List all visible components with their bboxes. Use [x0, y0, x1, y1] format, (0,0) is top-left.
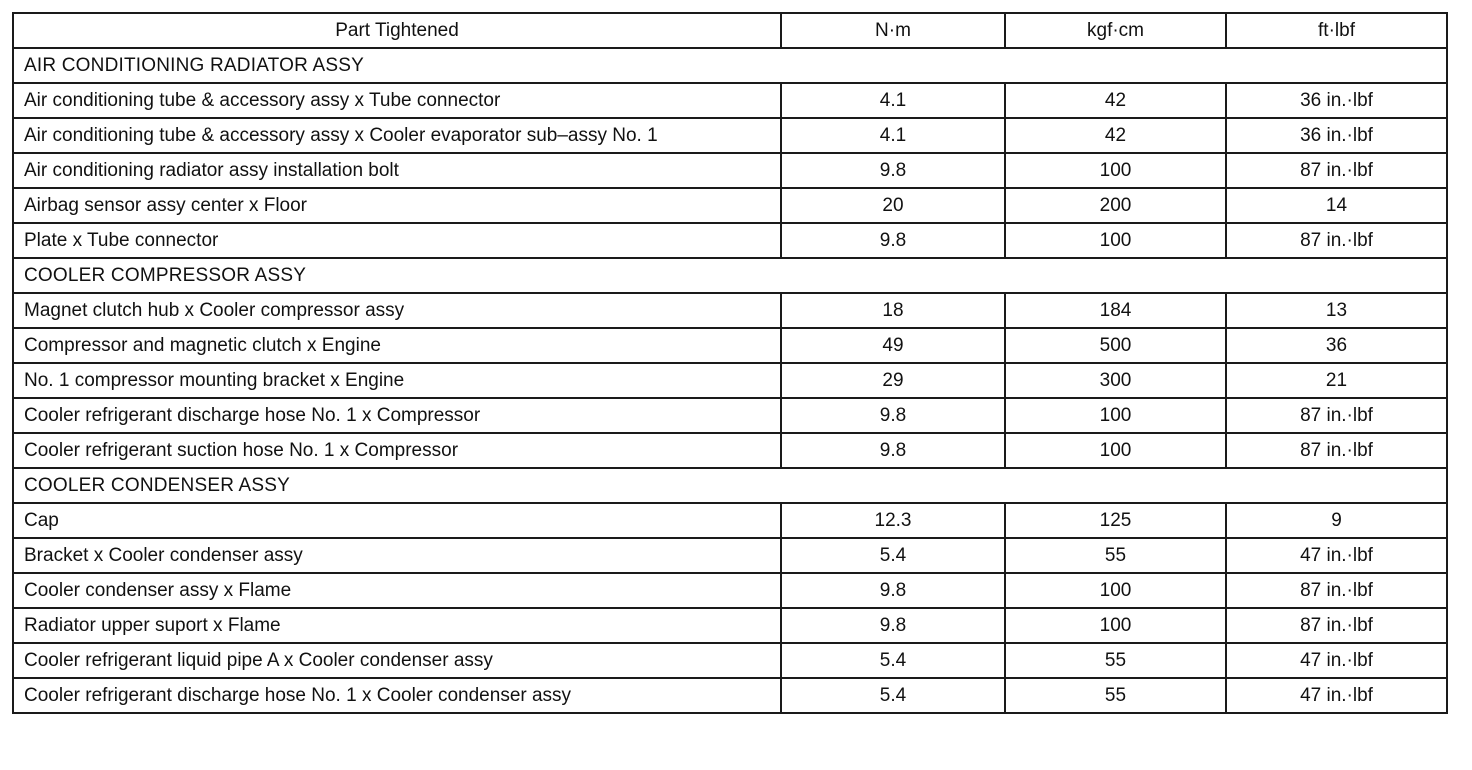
nm-value-cell: 18	[781, 293, 1005, 328]
kgf-cm-value-cell: 100	[1005, 608, 1226, 643]
nm-value-cell: 9.8	[781, 608, 1005, 643]
table-header-row	[13, 13, 1447, 48]
ft-lbf-value-cell: 47 in.·lbf	[1226, 538, 1447, 573]
table-row	[13, 678, 1447, 713]
kgf-cm-value-cell: 100	[1005, 223, 1226, 258]
part-name-cell: Cap	[13, 503, 781, 538]
kgf-cm-value-cell: 100	[1005, 433, 1226, 468]
part-name-cell: Compressor and magnetic clutch x Engine	[13, 328, 781, 363]
ft-lbf-value-cell: 87 in.·lbf	[1226, 398, 1447, 433]
ft-lbf-value-cell: 87 in.·lbf	[1226, 608, 1447, 643]
part-name-cell: Cooler refrigerant suction hose No. 1 x Compressor	[13, 433, 781, 468]
ft-lbf-value-cell: 21	[1226, 363, 1447, 398]
table-row	[13, 83, 1447, 118]
part-name-cell: Air conditioning tube & accessory assy x Tube connector	[13, 83, 781, 118]
ft-lbf-value-cell: 87 in.·lbf	[1226, 223, 1447, 258]
kgf-cm-value-cell: 55	[1005, 643, 1226, 678]
kgf-cm-value-cell: 55	[1005, 678, 1226, 713]
section-title: COOLER COMPRESSOR ASSY	[13, 258, 1447, 293]
nm-value-cell: 9.8	[781, 398, 1005, 433]
nm-value-cell: 9.8	[781, 153, 1005, 188]
ft-lbf-value-cell: 36 in.·lbf	[1226, 118, 1447, 153]
part-name-cell: Radiator upper suport x Flame	[13, 608, 781, 643]
nm-value-cell: 49	[781, 328, 1005, 363]
table-row	[13, 538, 1447, 573]
ft-lbf-value-cell: 14	[1226, 188, 1447, 223]
ft-lbf-value-cell: 47 in.·lbf	[1226, 678, 1447, 713]
kgf-cm-value-cell: 42	[1005, 118, 1226, 153]
kgf-cm-value-cell: 100	[1005, 398, 1226, 433]
kgf-cm-value-cell: 125	[1005, 503, 1226, 538]
part-name-cell: Cooler refrigerant liquid pipe A x Cooler condenser assy	[13, 643, 781, 678]
ft-lbf-value-cell: 87 in.·lbf	[1226, 153, 1447, 188]
part-name-cell: No. 1 compressor mounting bracket x Engine	[13, 363, 781, 398]
table-row	[13, 503, 1447, 538]
header-nm: N·m	[781, 13, 1005, 48]
table-row	[13, 608, 1447, 643]
kgf-cm-value-cell: 55	[1005, 538, 1226, 573]
section-title: COOLER CONDENSER ASSY	[13, 468, 1447, 503]
table-row	[13, 363, 1447, 398]
part-name-cell: Airbag sensor assy center x Floor	[13, 188, 781, 223]
nm-value-cell: 4.1	[781, 118, 1005, 153]
table-row	[13, 398, 1447, 433]
part-name-cell: Magnet clutch hub x Cooler compressor assy	[13, 293, 781, 328]
nm-value-cell: 5.4	[781, 643, 1005, 678]
part-name-cell: Bracket x Cooler condenser assy	[13, 538, 781, 573]
header-part-tightened: Part Tightened	[13, 13, 781, 48]
nm-value-cell: 9.8	[781, 573, 1005, 608]
kgf-cm-value-cell: 200	[1005, 188, 1226, 223]
part-name-cell: Cooler refrigerant discharge hose No. 1 x Compressor	[13, 398, 781, 433]
nm-value-cell: 5.4	[781, 678, 1005, 713]
section-row	[13, 258, 1447, 293]
section-row	[13, 48, 1447, 83]
table-row	[13, 328, 1447, 363]
kgf-cm-value-cell: 300	[1005, 363, 1226, 398]
kgf-cm-value-cell: 42	[1005, 83, 1226, 118]
nm-value-cell: 20	[781, 188, 1005, 223]
ft-lbf-value-cell: 13	[1226, 293, 1447, 328]
header-ft-lbf: ft·lbf	[1226, 13, 1447, 48]
ft-lbf-value-cell: 36	[1226, 328, 1447, 363]
table-row	[13, 118, 1447, 153]
table-row	[13, 573, 1447, 608]
nm-value-cell: 9.8	[781, 223, 1005, 258]
section-title: AIR CONDITIONING RADIATOR ASSY	[13, 48, 1447, 83]
section-row	[13, 468, 1447, 503]
header-kgf-cm: kgf·cm	[1005, 13, 1226, 48]
nm-value-cell: 29	[781, 363, 1005, 398]
ft-lbf-value-cell: 87 in.·lbf	[1226, 433, 1447, 468]
part-name-cell: Plate x Tube connector	[13, 223, 781, 258]
part-name-cell: Cooler refrigerant discharge hose No. 1 x Cooler condenser assy	[13, 678, 781, 713]
nm-value-cell: 4.1	[781, 83, 1005, 118]
part-name-cell: Cooler condenser assy x Flame	[13, 573, 781, 608]
table-body	[13, 48, 1447, 713]
part-name-cell: Air conditioning radiator assy installation bolt	[13, 153, 781, 188]
ft-lbf-value-cell: 87 in.·lbf	[1226, 573, 1447, 608]
ft-lbf-value-cell: 36 in.·lbf	[1226, 83, 1447, 118]
kgf-cm-value-cell: 184	[1005, 293, 1226, 328]
nm-value-cell: 5.4	[781, 538, 1005, 573]
ft-lbf-value-cell: 9	[1226, 503, 1447, 538]
nm-value-cell: 9.8	[781, 433, 1005, 468]
torque-spec-table	[12, 12, 1448, 714]
kgf-cm-value-cell: 100	[1005, 153, 1226, 188]
kgf-cm-value-cell: 500	[1005, 328, 1226, 363]
part-name-cell: Air conditioning tube & accessory assy x Cooler evaporator sub–assy No. 1	[13, 118, 781, 153]
table-row	[13, 153, 1447, 188]
kgf-cm-value-cell: 100	[1005, 573, 1226, 608]
nm-value-cell: 12.3	[781, 503, 1005, 538]
table-row	[13, 433, 1447, 468]
ft-lbf-value-cell: 47 in.·lbf	[1226, 643, 1447, 678]
table-row	[13, 643, 1447, 678]
table-row	[13, 188, 1447, 223]
table-row	[13, 293, 1447, 328]
table-row	[13, 223, 1447, 258]
